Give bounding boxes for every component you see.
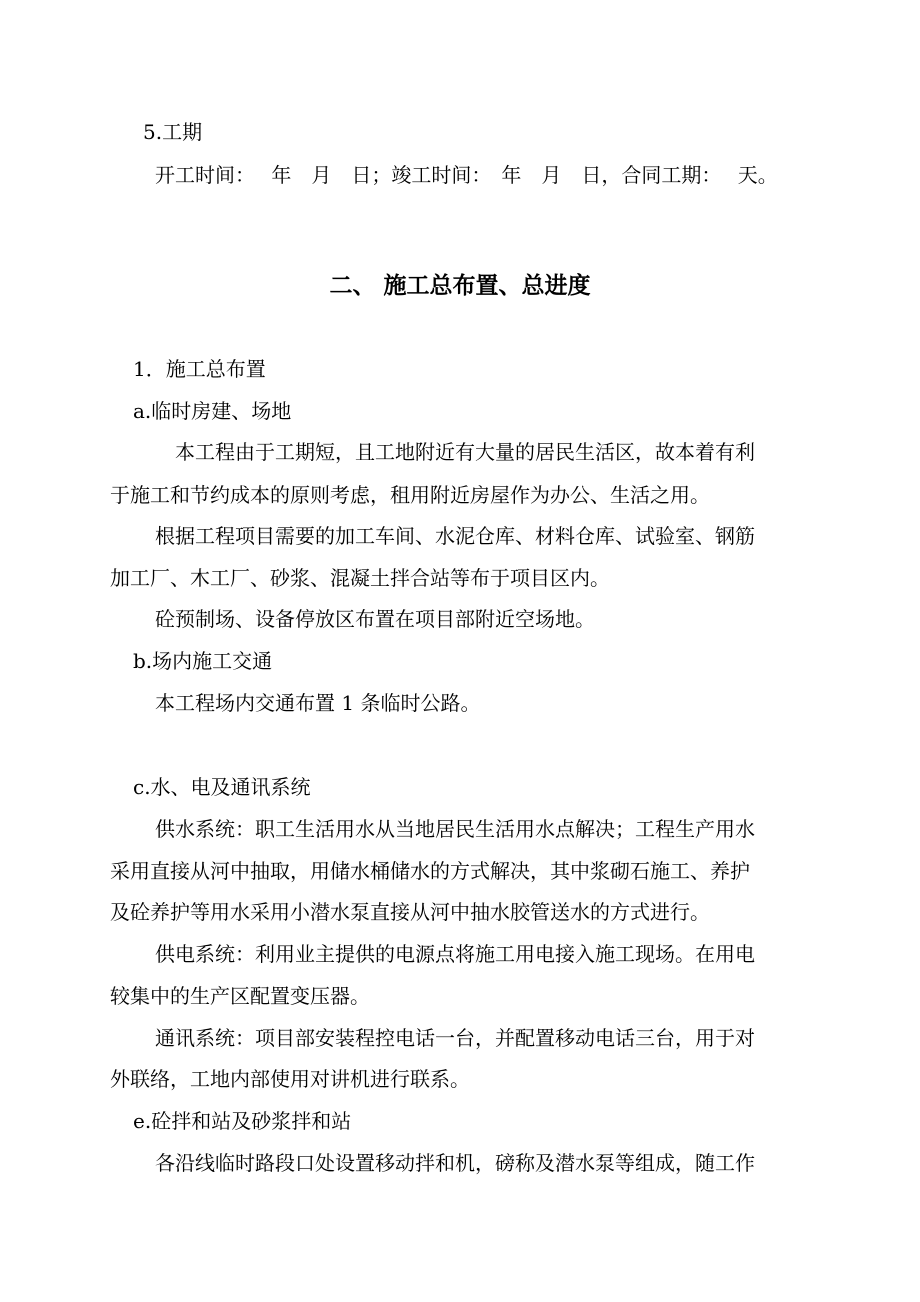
item-a-para1-line2: 于施工和节约成本的原则考虑，租用附近房屋作为办公、生活之用。 [110,483,710,507]
item-b-para1: 本工程场内交通布置 1 条临时公路。 [155,691,481,715]
power-system-line1: 供电系统：利用业主提供的电源点将施工用电接入施工现场。在用电 [155,942,755,966]
water-system-line2: 采用直接从河中抽取，用储水桶储水的方式解决，其中浆砌石施工、养护 [110,859,750,883]
item-a-para1-line1: 本工程由于工期短，且工地附近有大量的居民生活区，故本着有利 [175,440,755,464]
item-e-para1-line1: 各沿线临时路段口处设置移动拌和机，磅称及潜水泵等组成，随工作 [155,1151,755,1175]
schedule-line: 开工时间： 年 月 日；竣工时间： 年 月 日，合同工期： 天。 [155,163,778,187]
item-a-para3: 砼预制场、设备停放区布置在项目部附近空场地。 [155,607,595,631]
power-system-line2: 较集中的生产区配置变压器。 [110,984,370,1008]
item-e-title: e.砼拌和站及砂浆拌和站 [133,1109,352,1133]
item-a-para2-line1: 根据工程项目需要的加工车间、水泥仓库、材料仓库、试验室、钢筋 [155,524,755,548]
comm-system-line2: 外联络，工地内部使用对讲机进行联系。 [110,1067,470,1091]
comm-system-line1: 通讯系统：项目部安装程控电话一台，并配置移动电话三台，用于对 [155,1026,755,1050]
item-a-para2-line2: 加工厂、木工厂、砂浆、混凝土拌合站等布于项目区内。 [110,566,610,590]
item-c-title: c.水、电及通讯系统 [133,775,311,799]
water-system-line3: 及砼养护等用水采用小潜水泵直接从河中抽水胶管送水的方式进行。 [110,900,710,924]
section-2-heading: 二、 施工总布置、总进度 [329,273,591,299]
item-a-title: a.临时房建、场地 [133,399,292,423]
water-system-line1: 供水系统：职工生活用水从当地居民生活用水点解决；工程生产用水 [155,817,755,841]
section-5-title: 5.工期 [143,120,203,144]
item-b-title: b.场内施工交通 [133,649,273,673]
subsection-1-title: 1．施工总布置 [133,357,266,381]
